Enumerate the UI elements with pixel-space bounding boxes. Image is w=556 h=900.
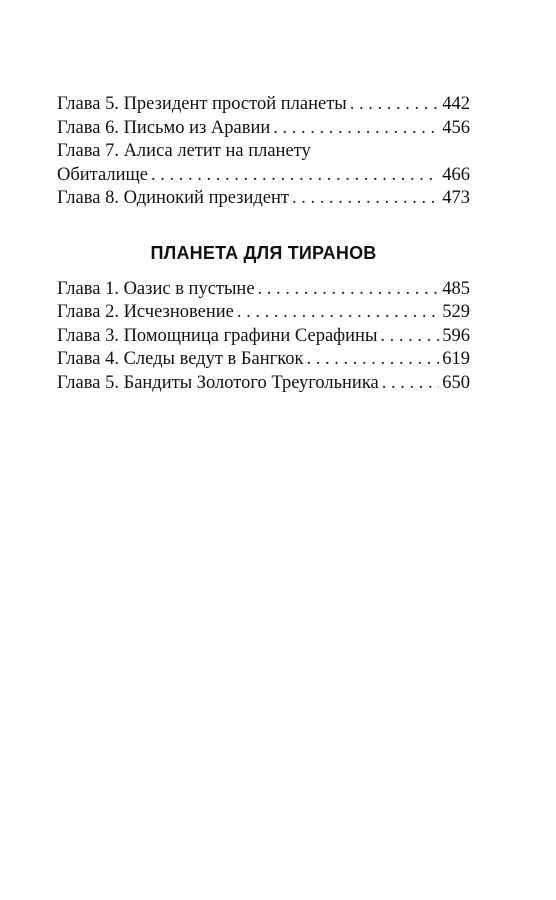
toc-entry-page: 442	[442, 94, 470, 114]
toc-entry	[57, 93, 470, 117]
toc-entry-title: Глава 6. Письмо из Аравии	[57, 117, 271, 138]
toc-entry-title: Глава 1. Оазис в пустыне	[57, 278, 255, 299]
toc-entry	[57, 278, 470, 302]
toc-entry-title: Глава 5. Президент простой планеты	[57, 94, 347, 114]
section-heading: ПЛАНЕТА ДЛЯ ТИРАНОВ	[150, 242, 377, 263]
toc-entry	[57, 372, 470, 396]
toc-entry-title: Глава 2. Исчезновение	[57, 302, 234, 322]
toc-entry-page: 485	[442, 278, 470, 299]
toc-entry-page: 650	[442, 372, 470, 393]
toc-entry-page: 456	[442, 117, 470, 138]
dot-leader	[380, 325, 439, 349]
dot-leader	[382, 372, 440, 396]
toc-entry	[57, 187, 470, 211]
dot-leader	[151, 164, 439, 188]
toc-entry-page: 596	[442, 325, 470, 346]
toc-entry-page: 529	[442, 302, 470, 322]
toc-entry-title: Глава 4. Следы ведут в Бангкок	[57, 349, 304, 369]
dot-leader	[237, 301, 439, 325]
toc-entry	[57, 117, 470, 141]
dot-leader	[292, 187, 439, 211]
toc-entry-title: Глава 5. Бандиты Золотого Треугольника	[57, 372, 379, 393]
toc-entry	[57, 348, 470, 372]
toc-entry-page: 619	[442, 349, 470, 369]
dot-leader	[258, 278, 440, 302]
toc-entry-title-line2: Обиталище	[57, 164, 148, 185]
toc-entry-page: 473	[442, 188, 470, 208]
toc-entry-title-line1: Глава 7. Алиса летит на планету	[57, 141, 311, 161]
dot-leader	[273, 117, 439, 141]
toc-entry	[57, 164, 470, 188]
toc-entry-page: 466	[442, 164, 470, 185]
toc-entry	[57, 301, 470, 325]
toc-entry-title: Глава 3. Помощница графини Серафины	[57, 325, 378, 346]
toc-entry-title: Глава 8. Одинокий президент	[57, 188, 289, 208]
toc-entry	[57, 325, 470, 349]
dot-leader	[350, 93, 440, 117]
dot-leader	[307, 348, 440, 372]
table-of-contents	[57, 93, 470, 395]
